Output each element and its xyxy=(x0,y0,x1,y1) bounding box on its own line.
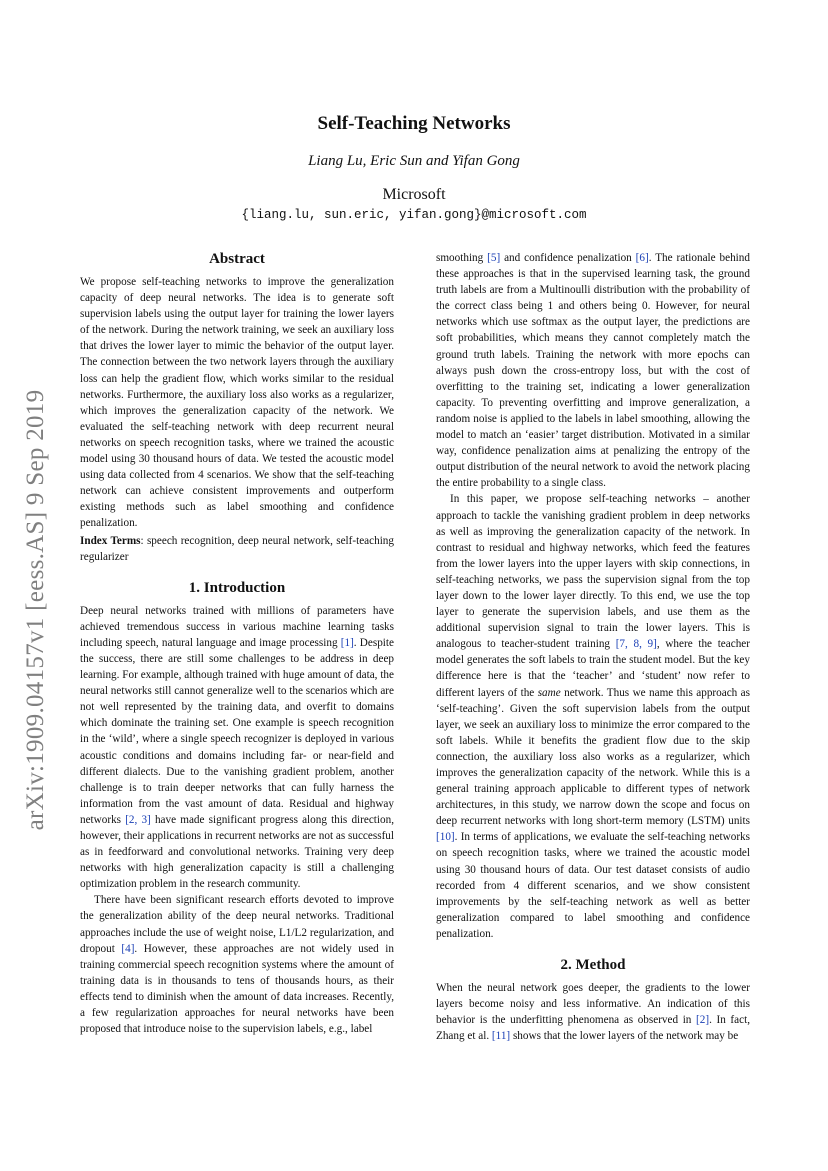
citation-link[interactable]: [4] xyxy=(121,942,135,955)
citation-link[interactable]: [5] xyxy=(487,252,501,264)
intro-paragraph-1: Deep neural networks trained with millions of parameters have achieved tremendous success in various machine learning tasks including speech, natural language and image processing [1]. Despite the success, there are still some challenges to be address in deep learning. For example, although trained with huge amount of data, the neural networks still cannot generalize well to the scenarios which are not well represented by the training data, and overfit to domains which dominate the training set. One example is speech recognition in the ‘wild’, where a single speech recognizer is deployed in various acoustic conditions and domains including far- or near-field and different dialects. Due to the vanishing gradient problem, another challenge is to train deeper networks that can fully harness the information from the vast amount of data. Residual and highway networks [2, 3] have made significant progress along this direction, however, their applications in recurrent networks are not as successful as in feedforward and convolutional networks. Training very deep networks with high generalization capacity is still a challenging optimization problem in the research community. xyxy=(80,604,395,891)
method-heading: 2. Method xyxy=(560,957,626,974)
right-column xyxy=(436,250,750,1044)
citation-link[interactable]: [7, 8, 9] xyxy=(615,638,657,651)
left-column xyxy=(80,250,394,1037)
abstract-text: We propose self-teaching networks to improve the generalization capacity of deep neural networks. The idea is to generate soft supervision labels using the output layer for training the lower layers of the network. During the network training, we seek an auxiliary loss that drives the lower layer to mimic the behavior of the output layer. The connection between the two network layers through the auxiliary loss can help the gradient flow, which works similar to the residual networks. Furthermore, the auxiliary loss also works as a regularizer, which improves the generalization capacity of the network. We evaluated the self-teaching network with deep recurrent neural networks on speech recognition tasks, where we trained the acoustic model using 30 thousand hours of data. We tested the acoustic model using data collected from 4 scenarios. We show that the self-teaching network can achieve consistent improvements and outperform existing methods such as label smoothing and confidence penalization. xyxy=(80,276,394,530)
citation-link[interactable]: [10] xyxy=(436,831,455,844)
paper-title: Self-Teaching Networks xyxy=(317,113,511,134)
paper-affiliation: Microsoft xyxy=(382,186,446,203)
intro-heading: 1. Introduction xyxy=(188,579,286,596)
index-terms xyxy=(80,533,394,565)
index-terms-text: : speech recognition, deep neural network, self-teaching regularizer xyxy=(80,534,394,563)
method-paragraph-1: When the neural network goes deeper, the gradients to the lower layers become noisy and less informative. An indication of this behavior is the underfitting phenomena as observed in [2]. In fact, Zhang et al. [11] shows that the lower layers of the network may be xyxy=(436,982,750,1043)
citation-link[interactable]: [2, 3] xyxy=(125,813,151,826)
intro-paragraph-2: There have been significant research efforts devoted to improve the generalization ability of the deep neural networks. Traditional approaches include the use of weight noise, L1/L2 regularization, and dropout [4]. However, these approaches are not widely used in training commercial speech recognition systems where the amount of training data is in thousands to tens of thousands hours, as their effects tend to diminish when the amount of data increases. Recently, a few regularization approaches for neural networks have been proposed that introduce noise to the supervision labels, e.g., label xyxy=(80,894,394,1036)
index-terms-label: Index Terms xyxy=(80,534,141,547)
paper-emails: {liang.lu, sun.eric, yifan.gong}@microsoft.com xyxy=(241,208,587,222)
citation-link[interactable]: [11] xyxy=(491,1030,511,1043)
citation-link[interactable]: [6] xyxy=(635,252,649,264)
intro-paragraph-2-continued: smoothing [5] and confidence penalization [6]. The rationale behind these approaches is that in the supervised learning task, the ground truth labels are from a Multinoulli distribution with the probability of the correct class being 1 and others being 0. However, for neural networks which use softmax as the output layer, the predictions are soft probabilities, which means they cannot completely match the ground truth labels. Training the network with more epochs can always push down the cross-entropy loss, but with the cost of overfitting to the training set, indicating a lower generalization capacity. To preventing overfitting and improve generalization, a random noise is applied to the labels in label smoothing, allowing the model to match an ‘easier’ target distribution. Motivated in a similar way, confidence penalization aims at penalizing the entropy of the output distribution of the neural network to avoid the network placing the entire probability to a single class. xyxy=(436,252,750,490)
paper-authors: Liang Lu, Eric Sun and Yifan Gong xyxy=(308,153,520,169)
intro-paragraph-3: In this paper, we propose self-teaching networks – another approach to tackle the vanishing gradient problem in deep networks as well as improving the generalization capacity of the network. In contrast to residual and highway networks, which feed the features from the lower layers into the upper layers with skip connections, in self-teaching networks, we pass the supervision signal from the top layer down to the lower layer directly. To this end, we use the top layer to generate the supervision labels, and use them as the additional supervision signal to train the lower layers. This is analogous to teacher-student training [7, 8, 9], where the teacher model generates the soft labels to train the student model. But the key difference here is that the ‘teacher’ and ‘student’ now refer to different layers of the same network. Thus we name this approach as ‘self-teaching’. Given the soft supervision labels from the output layer, we seek an auxiliary loss to minimize the error compared to the soft labels. While it benefits the gradient flow due to the skip connection, the auxiliary loss also works as a regularizer, which improves the generalization capacity of the network. While this is a general training approach applicable to different types of network architectures, in this study, we narrow down the scope and focus on deep recurrent networks with long short-term memory (LSTM) units [10]. In terms of applications, we evaluate the self-teaching networks on speech recognition tasks, where we trained the acoustic model using 30 thousand hours of data. Our test dataset consists of audio recorded from 4 different scenarios, and we show consistent improvements by the self-teaching network as well as better generalization compared to label smoothing and confidence penalization. xyxy=(436,493,750,940)
arxiv-stamp: arXiv:1909.04157v1 [eess.AS] 9 Sep 2019 xyxy=(22,389,49,831)
abstract-heading: Abstract xyxy=(209,251,265,267)
citation-link[interactable]: [2] xyxy=(696,1014,710,1027)
citation-link[interactable]: [1] xyxy=(340,636,354,649)
arxiv-sidebar xyxy=(16,350,56,870)
